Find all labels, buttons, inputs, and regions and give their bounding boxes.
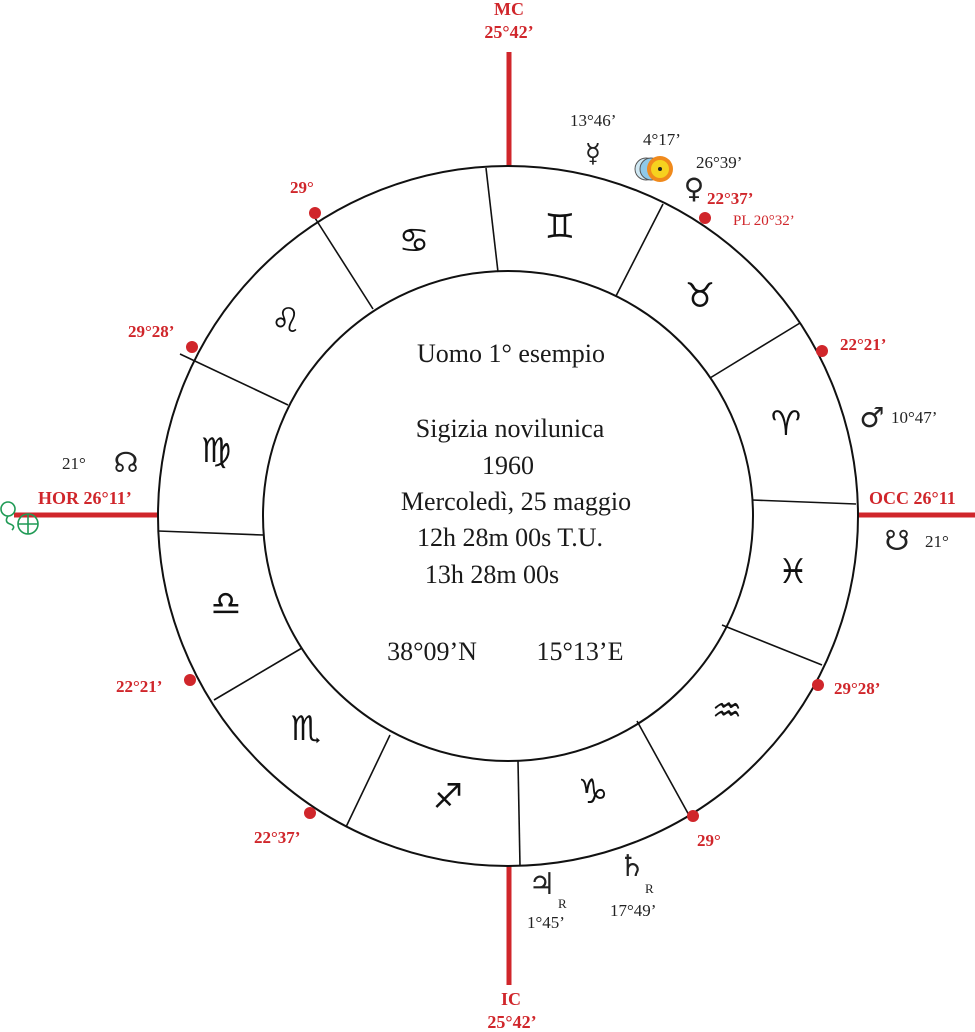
event-date: Mercoledì, 25 maggio	[400, 487, 632, 516]
north-node-icon: ☊	[113, 446, 139, 479]
chart-title: Uomo 1° esempio	[416, 339, 606, 368]
venus-degree: 26°39’	[696, 153, 743, 172]
event-type: Sigizia novilunica	[415, 414, 605, 443]
sign-aquarius: ♒	[711, 691, 743, 731]
sign-libra: ♎	[210, 584, 242, 624]
ic-label: IC	[500, 989, 522, 1009]
cusp-label-4: 29°	[697, 831, 721, 850]
jupiter-retrograde: R	[558, 896, 567, 911]
occ-label: OCC 26°11	[869, 488, 956, 508]
ic-degree: 25°42’	[487, 1012, 537, 1032]
saturn-degree: 17°49’	[610, 901, 657, 920]
cusp-label-2: 22°21’	[840, 335, 887, 354]
saturn-retrograde: R	[645, 881, 654, 896]
north-node-degree: 21°	[62, 454, 86, 473]
cusp-label-3: 29°28’	[834, 679, 881, 698]
event-time-local: 13h 28m 00s	[424, 560, 560, 589]
cusp-label-5: 22°37’	[254, 828, 301, 847]
sign-capricorn: ♑	[577, 772, 609, 812]
sign-cancer: ♋	[398, 221, 430, 261]
saturn-icon: ♄	[618, 849, 646, 884]
south-node-degree: 21°	[925, 532, 949, 551]
sign-aries: ♈	[770, 404, 802, 444]
jupiter-icon: ♃	[528, 867, 556, 902]
latitude: 38°09’N	[387, 637, 477, 666]
mc-label: MC	[494, 0, 524, 19]
venus-icon: ♀	[683, 172, 705, 205]
sign-gemini: ♊	[544, 207, 576, 247]
mc-degree: 25°42’	[484, 22, 534, 42]
south-node-icon: ☋	[884, 524, 910, 557]
sign-scorpio: ♏	[290, 709, 322, 749]
cusp-label-7: 29°28’	[128, 322, 175, 341]
sun-moon-degree: 4°17’	[643, 130, 681, 149]
hor-label: HOR 26°11’	[38, 488, 132, 508]
part-of-fortune-icon	[1, 502, 38, 534]
event-year: 1960	[482, 451, 534, 480]
new-moon-icon	[635, 156, 673, 182]
pl-note: PL 20°32’	[733, 213, 795, 229]
sign-leo: ♌	[270, 301, 302, 341]
cusp-label-6: 22°21’	[116, 677, 163, 696]
sign-pisces: ♓	[777, 552, 809, 592]
sign-taurus: ♉	[684, 276, 716, 316]
mercury-degree: 13°46’	[570, 111, 617, 130]
cusp-label-1: 22°37’	[707, 189, 754, 208]
jupiter-degree: 1°45’	[527, 913, 565, 932]
event-time-ut: 12h 28m 00s T.U.	[416, 523, 604, 552]
longitude: 15°13’E	[536, 637, 624, 666]
sign-sagittarius: ♐	[432, 777, 464, 817]
sign-virgo: ♍	[200, 431, 232, 471]
mercury-icon: ☿	[585, 139, 601, 169]
mars-degree: 10°47’	[891, 408, 938, 427]
cusp-label-8: 29°	[290, 178, 314, 197]
mars-icon: ♂	[859, 401, 885, 434]
